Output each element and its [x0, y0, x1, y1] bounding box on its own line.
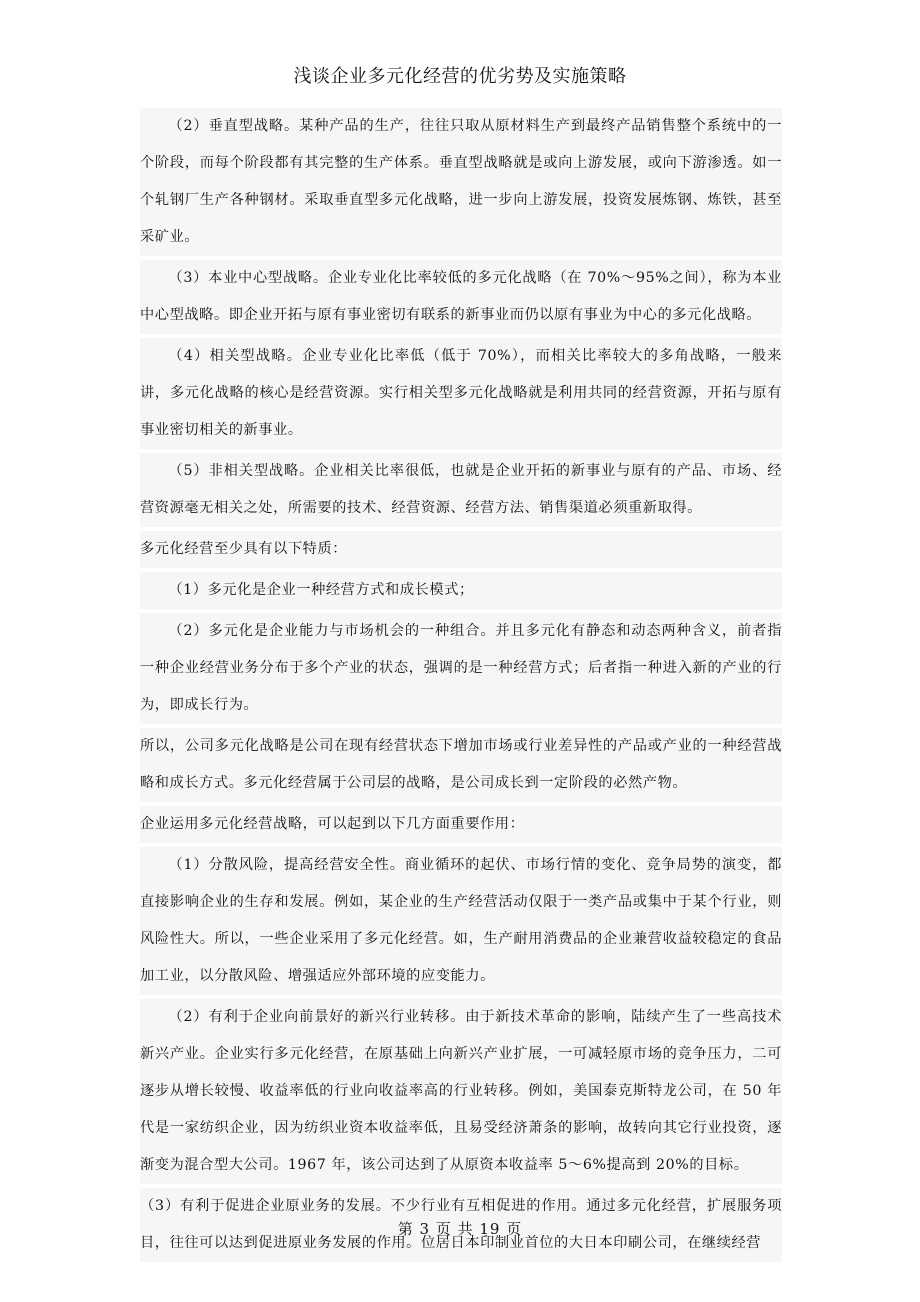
document-body: [140, 108, 782, 1266]
page-number-footer: 第 3 页 共 19 页: [397, 1220, 523, 1238]
paragraph: （3）有利于促进企业原业务的发展。不少行业有互相促进的作用。通过多元化经营，扩展服务项目，往往可以达到促进原业务发展的作用。位居日本印制业首位的大日本印刷公司，在继续经营: [140, 1188, 782, 1262]
paragraph: （2）垂直型战略。某种产品的生产，往往只取从原材料生产到最终产品销售整个系统中的一个阶段，而每个阶段都有其完整的生产体系。垂直型战略就是或向上游发展，或向下游渗透。如一个轧钢厂生产各种钢材。采取垂直型多元化战略，进一步向上游发展，投资发展炼钢、炼铁，甚至采矿业。: [140, 108, 782, 256]
document-title: 浅谈企业多元化经营的优劣势及实施策略: [293, 66, 627, 87]
paragraph: （4）相关型战略。企业专业化比率低（低于 70%），而相关比率较大的多角战略，一般来讲，多元化战略的核心是经营资源。实行相关型多元化战略就是利用共同的经营资源，开拓与原有事业密切相关的新事业。: [140, 338, 782, 449]
paragraph: 企业运用多元化经营战略，可以起到以下几方面重要作用：: [140, 806, 782, 843]
paragraph: （3）本业中心型战略。企业专业化比率较低的多元化战略（在 70%～95%之间），称为本业中心型战略。即企业开拓与原有事业密切有联系的新事业而仍以原有事业为中心的多元化战略。: [140, 260, 782, 334]
paragraph: 所以，公司多元化战略是公司在现有经营状态下增加市场或行业差异性的产品或产业的一种经营战略和成长方式。多元化经营属于公司层的战略，是公司成长到一定阶段的必然产物。: [140, 728, 782, 802]
paragraph: （1）分散风险，提高经营安全性。商业循环的起伏、市场行情的变化、竞争局势的演变，都直接影响企业的生存和发展。例如，某企业的生产经营活动仅限于一类产品或集中于某个行业，则风险性大。所以，一些企业采用了多元化经营。如，生产耐用消费品的企业兼营收益较稳定的食品加工业，以分散风险、增强适应外部环境的应变能力。: [140, 847, 782, 995]
paragraph: （2）有利于企业向前景好的新兴行业转移。由于新技术革命的影响，陆续产生了一些高技术新兴产业。企业实行多元化经营，在原基础上向新兴产业扩展，一可减轻原市场的竞争压力，二可逐步从增长较慢、收益率低的行业向收益率高的行业转移。例如，美国泰克斯特龙公司，在 50 年代是一家纺织企业，因为纺织业资本收益率低，且易受经济萧条的影响，故转向其它行业投资，逐渐变为混合型大公司。1967 年，该公司达到了从原资本收益率 5～6%提高到 20%的目标。: [140, 999, 782, 1184]
paragraph: （5）非相关型战略。企业相关比率很低，也就是企业开拓的新事业与原有的产品、市场、经营资源毫无相关之处，所需要的技术、经营资源、经营方法、销售渠道必须重新取得。: [140, 453, 782, 527]
paragraph: （2）多元化是企业能力与市场机会的一种组合。并且多元化有静态和动态两种含义，前者指一种企业经营业务分布于多个产业的状态，强调的是一种经营方式；后者指一种进入新的产业的行为，即成长行为。: [140, 613, 782, 724]
paragraph: 多元化经营至少具有以下特质：: [140, 531, 782, 568]
paragraph: （1）多元化是企业一种经营方式和成长模式；: [140, 572, 782, 609]
